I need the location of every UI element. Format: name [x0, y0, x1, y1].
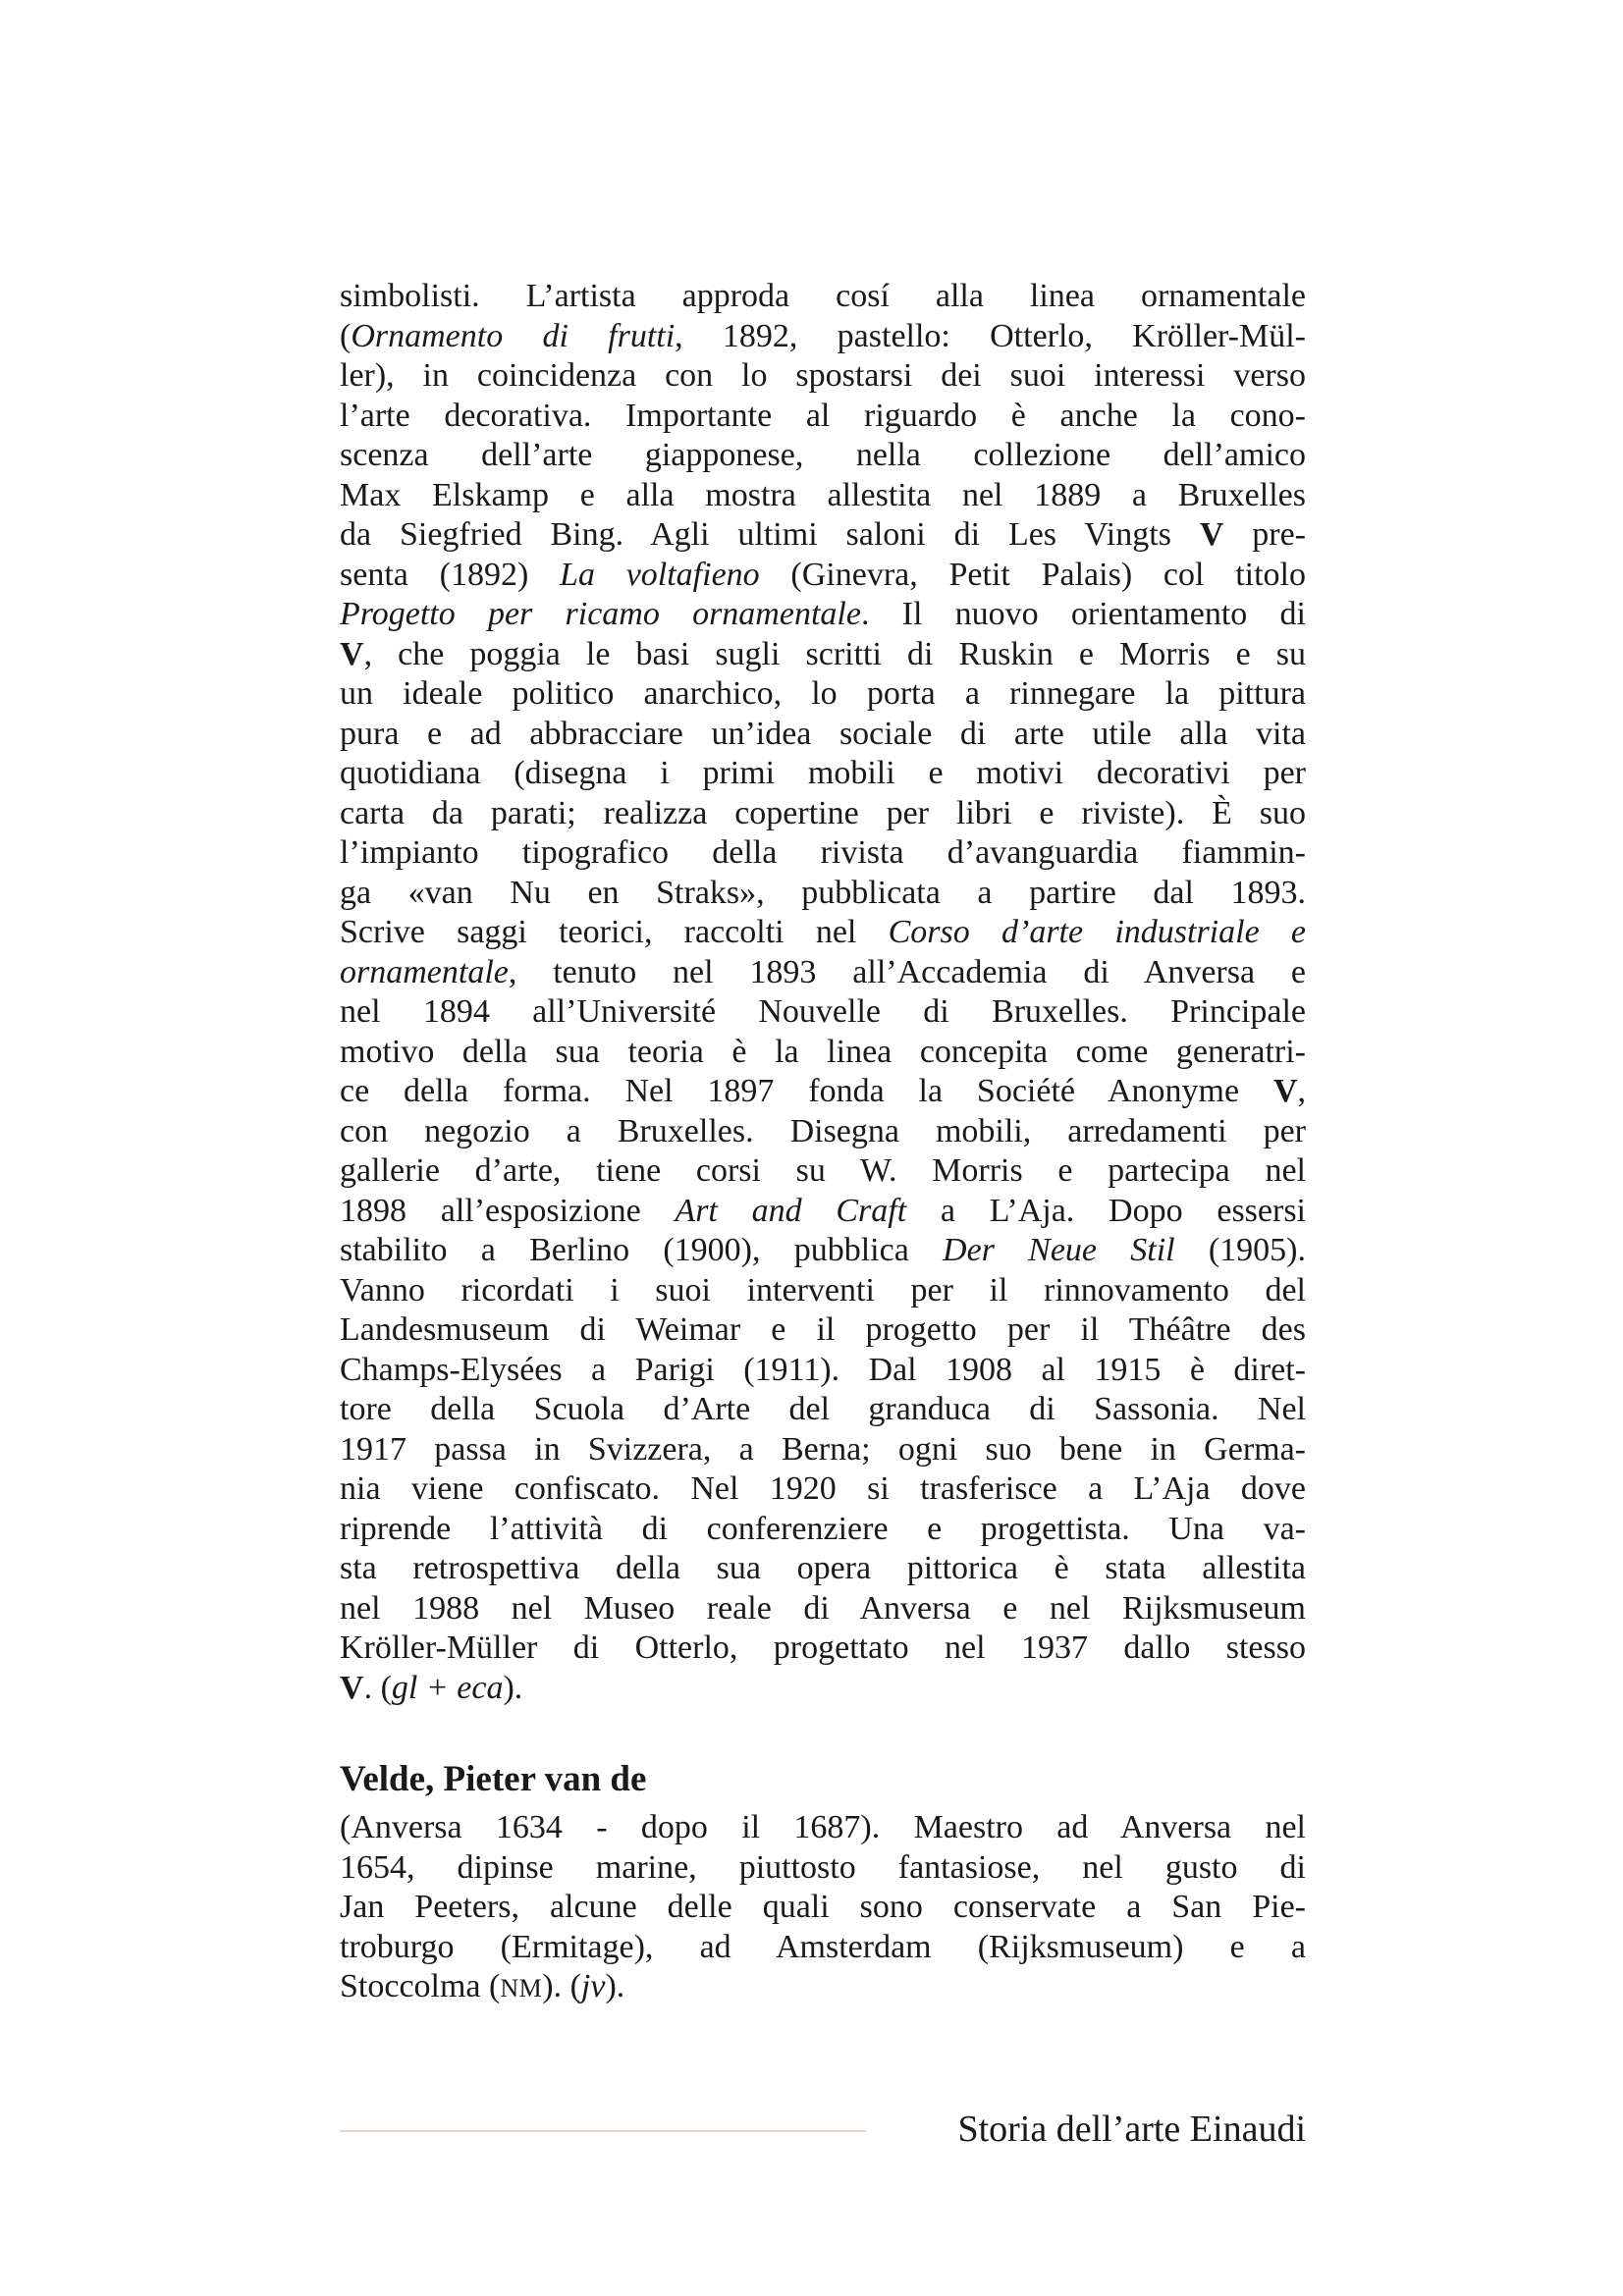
text-run: con negozio a Bruxelles. Disegna mobili, arredamenti per [340, 1112, 1306, 1149]
text-run: La voltafieno [560, 556, 760, 593]
text-line [340, 317, 1306, 357]
text-line [340, 515, 1306, 556]
text-run: riprende l’attività di conferenziere e progettista. Una va- [340, 1510, 1306, 1547]
text-run: motivo della sua teoria è la linea concepita come generatri- [340, 1033, 1306, 1070]
text-line [340, 1510, 1306, 1550]
text-run: ler), in coincidenza con lo spostarsi dei suoi interessi verso [340, 357, 1306, 394]
text-run: V [1199, 516, 1224, 553]
text-run: (Ginevra, Petit Palais) col titolo [759, 556, 1306, 593]
text-line [340, 277, 1306, 317]
article-velde-henry-continuation [340, 277, 1306, 1708]
text-line [340, 595, 1306, 635]
text-run: a L’Aja. Dopo essersi [906, 1192, 1306, 1229]
text-run: , 1892, pastello: Otterlo, Kröller-Mül- [675, 317, 1306, 354]
text-run: 1898 all’esposizione [340, 1192, 676, 1229]
text-run: ce della forma. Nel 1897 fonda la Société Anonyme [340, 1073, 1273, 1109]
text-line [340, 794, 1306, 834]
text-line [340, 1808, 1306, 1848]
text-run: Landesmuseum di Weimar e il progetto per il Théâtre des [340, 1311, 1306, 1348]
text-run: un ideale politico anarchico, lo porta a rinnegare la pittura [340, 675, 1306, 712]
text-run: Corso d’arte industriale e [888, 914, 1306, 950]
text-run: Vanno ricordati i suoi interventi per il rinnovamento del [340, 1271, 1306, 1308]
text-line [340, 556, 1306, 596]
text-run: ). [605, 1968, 625, 2004]
text-line [340, 913, 1306, 953]
text-line [340, 1231, 1306, 1271]
text-run: stabilito a Berlino (1900), pubblica [340, 1232, 944, 1268]
page-footer [340, 2105, 1306, 2154]
text-run: Der Neue Stil [943, 1232, 1175, 1268]
text-run: Jan Peeters, alcune delle quali sono conservate a San Pie- [340, 1889, 1306, 1925]
text-line [340, 1669, 1306, 1709]
text-line [340, 1151, 1306, 1192]
text-line [340, 1033, 1306, 1073]
text-run: NM [500, 1974, 543, 2002]
text-run: Champs-Elysées a Parigi (1911). Dal 1908 al 1915 è diret- [340, 1351, 1306, 1388]
text-run: pura e ad abbracciare un’idea sociale di arte utile alla vita [340, 715, 1306, 752]
text-run: (Anversa 1634 - dopo il 1687). Maestro ad Anversa nel [340, 1809, 1306, 1845]
text-run: , [1297, 1073, 1306, 1109]
text-run: troburgo (Ermitage), ad Amsterdam (Rijksmuseum) e a [340, 1928, 1306, 1965]
text-run: 1654, dipinse marine, piuttosto fantasiose, nel gusto di [340, 1848, 1306, 1886]
text-run: Kröller-Müller di Otterlo, progettato nel 1937 dallo stesso [340, 1629, 1306, 1666]
text-run: . ( [363, 1669, 392, 1706]
footer-publisher: Storia dell’arte Einaudi [957, 2109, 1306, 2150]
text-run: (1905). [1174, 1232, 1306, 1268]
text-line [340, 1469, 1306, 1510]
text-run: simbolisti. L’artista approda cosí alla linea ornamentale [340, 278, 1306, 314]
text-line [340, 1629, 1306, 1669]
entry-heading: Velde, Pieter van de [340, 1759, 647, 1799]
text-line [340, 1390, 1306, 1430]
text-line [340, 1430, 1306, 1470]
text-run: jv [580, 1968, 606, 2004]
text-run: ornamentale [340, 953, 509, 990]
text-line [340, 397, 1306, 437]
text-line [340, 874, 1306, 914]
text-run: Stoccolma ( [340, 1968, 501, 2004]
text-line [340, 1072, 1306, 1112]
text-line [340, 356, 1306, 397]
text-run: Scrive saggi teorici, raccolti nel [340, 914, 889, 950]
text-line [340, 436, 1306, 476]
text-line [340, 833, 1306, 874]
text-run: carta da parati; realizza copertine per libri e riviste). È suo [340, 794, 1306, 831]
text-line [340, 1271, 1306, 1311]
text-run: nel 1988 nel Museo reale di Anversa e nel Rijksmuseum [340, 1589, 1306, 1627]
text-run: sta retrospettiva della sua opera pittorica è stata allestita [340, 1550, 1306, 1586]
text-run: l’arte decorativa. Importante al riguardo è anche la cono- [340, 397, 1306, 434]
text-run: nel 1894 all’Université Nouvelle di Bruxelles. Principale [340, 993, 1306, 1030]
text-run: V [1272, 1073, 1298, 1109]
text-line [340, 1848, 1306, 1889]
text-run: ga «van Nu en Straks», pubblicata a partire dal 1893. [340, 874, 1306, 911]
text-run: l’impianto tipografico della rivista d’avanguardia fiammin- [340, 834, 1306, 871]
text-line [340, 754, 1306, 794]
text-run: V [340, 1669, 364, 1706]
text-line [340, 1351, 1306, 1391]
text-run: senta (1892) [340, 556, 561, 593]
text-run: ( [340, 317, 352, 354]
text-run: . Il nuovo orientamento di [860, 596, 1306, 632]
text-run: da Siegfried Bing. Agli ultimi saloni di Les Vingts [340, 516, 1200, 553]
text-line [340, 953, 1306, 993]
text-run: Art and Craft [675, 1192, 907, 1229]
text-column [340, 277, 1306, 2007]
text-line [340, 1589, 1306, 1629]
text-run: scenza dell’arte giapponese, nella collezione dell’amico [340, 437, 1306, 473]
text-line [340, 715, 1306, 755]
article-velde-pieter [340, 1808, 1306, 2007]
text-run: , tenuto nel 1893 all’Accademia di Anversa e [508, 953, 1306, 990]
footer-rule [340, 2130, 866, 2132]
text-line [340, 1310, 1306, 1351]
text-line [340, 1967, 1306, 2007]
text-line [340, 1549, 1306, 1589]
text-line [340, 674, 1306, 715]
text-run: gallerie d’arte, tiene corsi su W. Morris e partecipa nel [340, 1152, 1306, 1189]
text-run: tore della Scuola d’Arte del granduca di Sassonia. Nel [340, 1391, 1306, 1427]
text-run: ). [503, 1669, 523, 1706]
text-run: quotidiana (disegna i primi mobili e motivi decorativi per [340, 755, 1306, 791]
text-run: Progetto per ricamo ornamentale [340, 596, 861, 632]
text-line [340, 992, 1306, 1033]
text-run: gl + eca [391, 1669, 504, 1706]
text-run: 1917 passa in Svizzera, a Berna; ogni suo bene in Germa- [340, 1430, 1306, 1468]
text-line [340, 476, 1306, 516]
text-run: nia viene confiscato. Nel 1920 si trasferisce a L’Aja dove [340, 1470, 1306, 1507]
text-line [340, 635, 1306, 675]
text-line [340, 1192, 1306, 1232]
text-run: V [340, 635, 364, 672]
text-run: pre- [1223, 516, 1306, 553]
text-run: Max Elskamp e alla mostra allestita nel 1889 a Bruxelles [340, 476, 1306, 513]
text-run: Ornamento di frutti [351, 317, 676, 354]
text-run: ). ( [542, 1968, 581, 2004]
text-run: , che poggia le basi sugli scritti di Ruskin e Morris e su [363, 635, 1306, 672]
text-line [340, 1888, 1306, 1928]
text-line [340, 1112, 1306, 1152]
text-line [340, 1928, 1306, 1968]
